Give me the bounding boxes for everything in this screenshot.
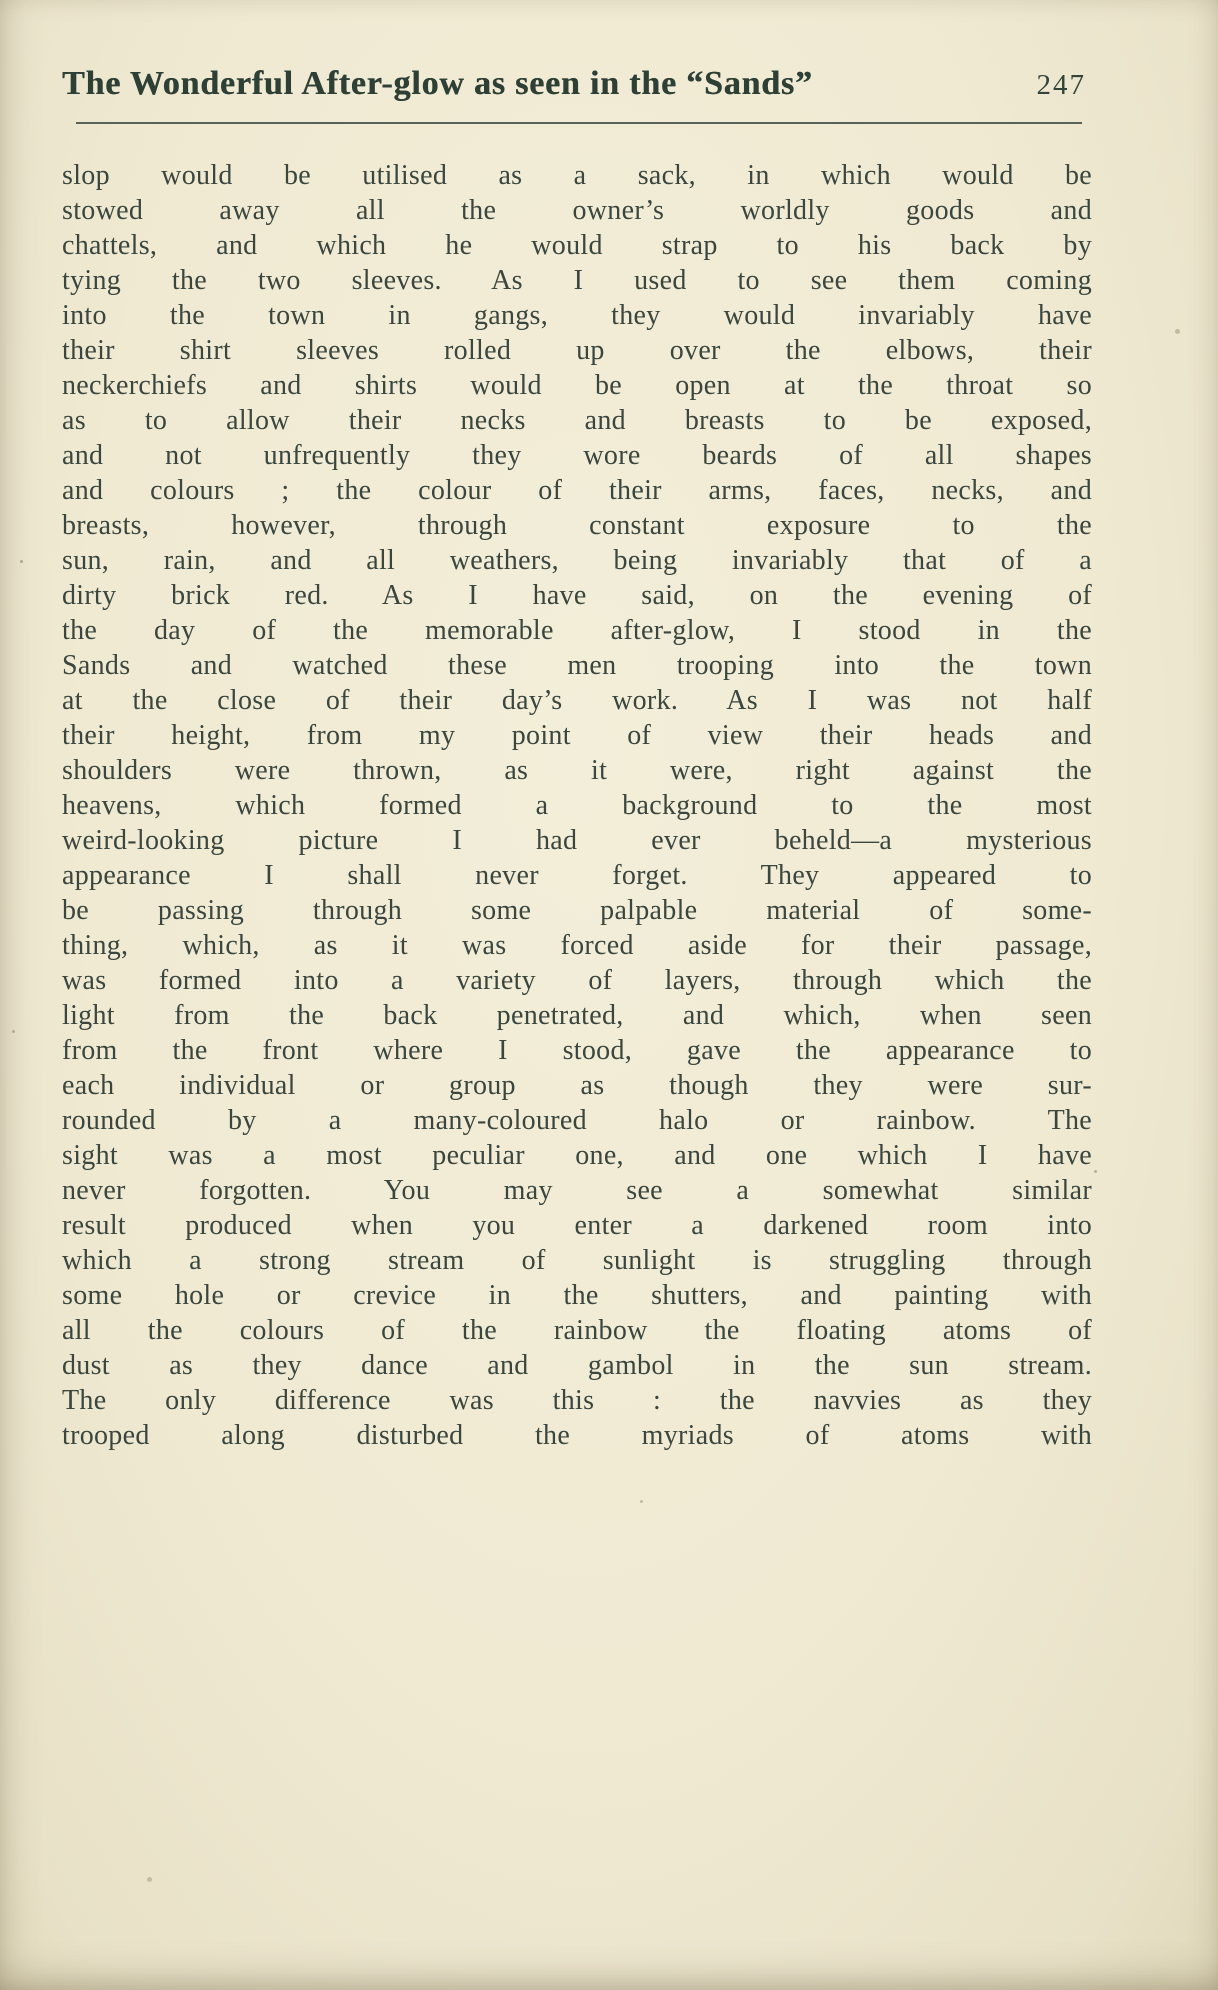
text-line: sun, rain, and all weathers, being invariably that of a <box>62 545 1092 576</box>
text-line: the day of the memorable after-glow, I stood in the <box>62 615 1092 646</box>
text-line: appearance I shall never forget. They appeared to <box>62 860 1092 891</box>
text-line: which a strong stream of sunlight is struggling through <box>62 1245 1092 1276</box>
text-line: heavens, which formed a background to the most <box>62 790 1092 821</box>
text-line: was formed into a variety of layers, through which the <box>62 965 1092 996</box>
text-line: and colours ; the colour of their arms, faces, necks, and <box>62 475 1092 506</box>
text-line: be passing through some palpable material of some- <box>62 895 1092 926</box>
text-line: some hole or crevice in the shutters, and painting with <box>62 1280 1092 1311</box>
text-line: tying the two sleeves. As I used to see them coming <box>62 265 1092 296</box>
text-line: each individual or group as though they were sur- <box>62 1070 1092 1101</box>
page-number: 247 <box>1036 69 1086 101</box>
text-line: shoulders were thrown, as it were, right against the <box>62 755 1092 786</box>
text-line: sight was a most peculiar one, and one which I have <box>62 1140 1092 1171</box>
text-line: into the town in gangs, they would invariably have <box>62 300 1092 331</box>
text-line: Sands and watched these men trooping into the town <box>62 650 1092 681</box>
text-line: result produced when you enter a darkened room into <box>62 1210 1092 1241</box>
text-line: slop would be utilised as a sack, in which would be <box>62 160 1092 191</box>
text-line: rounded by a many-coloured halo or rainbow. The <box>62 1105 1092 1136</box>
text-line: and not unfrequently they wore beards of all shapes <box>62 440 1092 471</box>
text-line: dirty brick red. As I have said, on the evening of <box>62 580 1092 611</box>
text-line: as to allow their necks and breasts to be exposed, <box>62 405 1092 436</box>
text-line: dust as they dance and gambol in the sun stream. <box>62 1350 1092 1381</box>
text-line: breasts, however, through constant exposure to the <box>62 510 1092 541</box>
text-line: chattels, and which he would strap to his back by <box>62 230 1092 261</box>
text-line: from the front where I stood, gave the appearance to <box>62 1035 1092 1066</box>
text-line: weird-looking picture I had ever beheld—a mysterious <box>62 825 1092 856</box>
body-text <box>62 158 1092 1453</box>
text-line: all the colours of the rainbow the floating atoms of <box>62 1315 1092 1346</box>
text-line: neckerchiefs and shirts would be open at the throat so <box>62 370 1092 401</box>
text-line: The only difference was this : the navvies as they <box>62 1385 1092 1416</box>
text-line: their height, from my point of view their heads and <box>62 720 1092 751</box>
text-line: never forgotten. You may see a somewhat similar <box>62 1175 1092 1206</box>
running-header-title: The Wonderful After-glow as seen in the “Sands” <box>62 65 813 102</box>
page-header <box>62 0 1092 106</box>
text-line: at the close of their day’s work. As I was not half <box>62 685 1092 716</box>
text-line: light from the back penetrated, and which, when seen <box>62 1000 1092 1031</box>
text-line: thing, which, as it was forced aside for their passage, <box>62 930 1092 961</box>
text-line: stowed away all the owner’s worldly goods and <box>62 195 1092 226</box>
header-rule <box>76 122 1082 124</box>
text-line: their shirt sleeves rolled up over the elbows, their <box>62 335 1092 366</box>
text-line: trooped along disturbed the myriads of atoms with <box>62 1420 1092 1451</box>
